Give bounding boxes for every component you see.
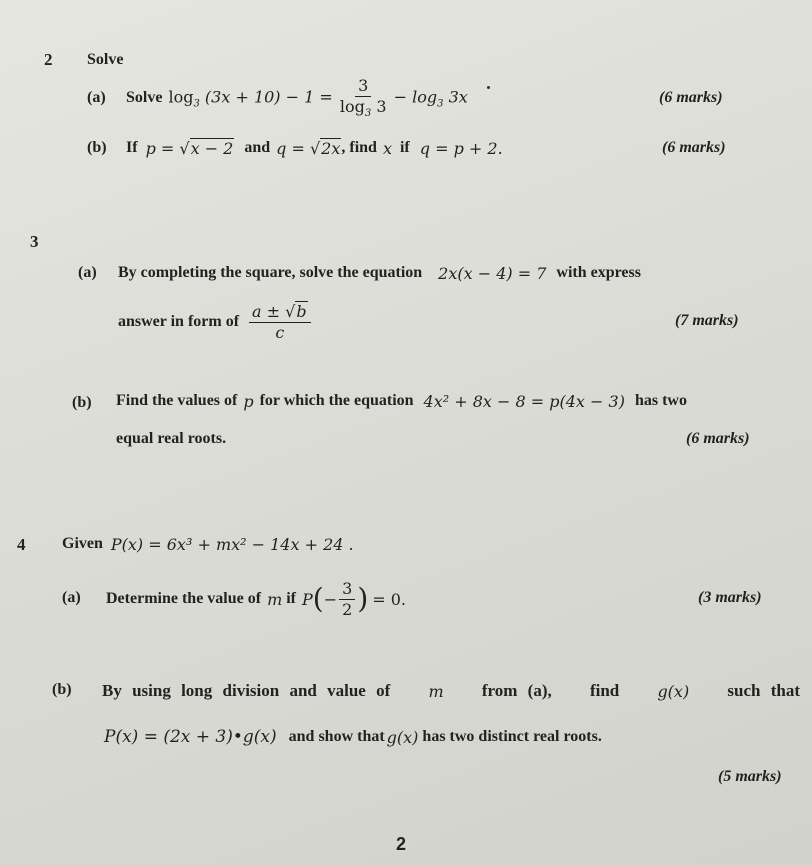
question-3b-marks: (6 marks) <box>686 430 750 447</box>
question-4b-line1: By using long division and value of m from (a), find g(x) such that <box>102 681 800 701</box>
question-3a-line1: By completing the square, solve the equation 2x(x − 4) = 7 with express <box>118 263 641 283</box>
question-4a-label: (a) <box>62 589 81 606</box>
question-4a-marks: (3 marks) <box>698 589 762 606</box>
question-3b-label: (b) <box>72 394 92 411</box>
question-3b-line1: Find the values of p for which the equation 4x² + 8x − 8 = p(4x − 3) has two <box>116 391 687 411</box>
question-2b-q-definition: q = √2x <box>276 138 341 158</box>
question-4b-line2: P(x) = (2x + 3)•g(x) and show that g(x) has two distinct real roots. <box>104 727 602 747</box>
stray-dot <box>487 86 490 89</box>
question-3b-equation: 4x² + 8x − 8 = p(4x − 3) <box>423 391 625 411</box>
question-4b-equation: P(x) = (2x + 3)•g(x) <box>104 727 277 747</box>
question-3a-marks: (7 marks) <box>675 312 739 329</box>
question-4a-condition: P ( − $\frac{3}{2}$ ) = 0. <box>302 578 407 619</box>
question-2a-marks: (6 marks) <box>659 89 723 106</box>
question-2a-prefix: Solve <box>126 89 163 106</box>
page-number: 2 <box>396 834 407 854</box>
question-2-title: Solve <box>87 51 124 68</box>
question-4b-label: (b) <box>52 681 72 698</box>
question-2a-body <box>126 78 468 118</box>
question-3a-answer-form: $\frac{a \pm √b}{c}$ <box>247 303 313 341</box>
question-4a-body: Determine the value of m if P ( − $\frac{3}{2}$ ) = 0. <box>106 578 407 619</box>
question-3-number: 3 <box>30 232 39 251</box>
question-4b-marks: (5 marks) <box>718 768 782 785</box>
question-2b-body: If p = √x − 2 and q = √2x , find x if q = p + 2. <box>126 138 503 158</box>
question-2a-expression: $\log_3 (3x + 10) - 1$ = $\frac{3}{\log_3 3}$ − $\log_3 3x$ <box>168 76 468 119</box>
question-3b-line2: equal real roots. <box>116 430 227 447</box>
question-2a-label: (a) <box>87 89 106 106</box>
question-2b-marks: (6 marks) <box>662 139 726 156</box>
question-4-polynomial: P(x) = 6x³ + mx² − 14x + 24 . <box>110 534 354 554</box>
question-4-number: 4 <box>17 535 26 554</box>
question-2a-fraction: $\frac{3}{\log_3 3}$ <box>339 76 387 119</box>
question-3a-line2: answer in form of $\frac{a \pm √b}{c}$ <box>118 300 313 344</box>
question-2b-label: (b) <box>87 139 107 156</box>
question-3a-label: (a) <box>78 264 97 281</box>
question-2b-equation: q = p + 2. <box>419 138 503 158</box>
question-2b-p-definition: p = √x − 2 <box>145 138 234 158</box>
question-2-number: 2 <box>44 50 53 69</box>
question-4-given: Given P(x) = 6x³ + mx² − 14x + 24 . <box>62 534 354 554</box>
question-3a-equation: 2x(x − 4) = 7 <box>438 263 547 283</box>
